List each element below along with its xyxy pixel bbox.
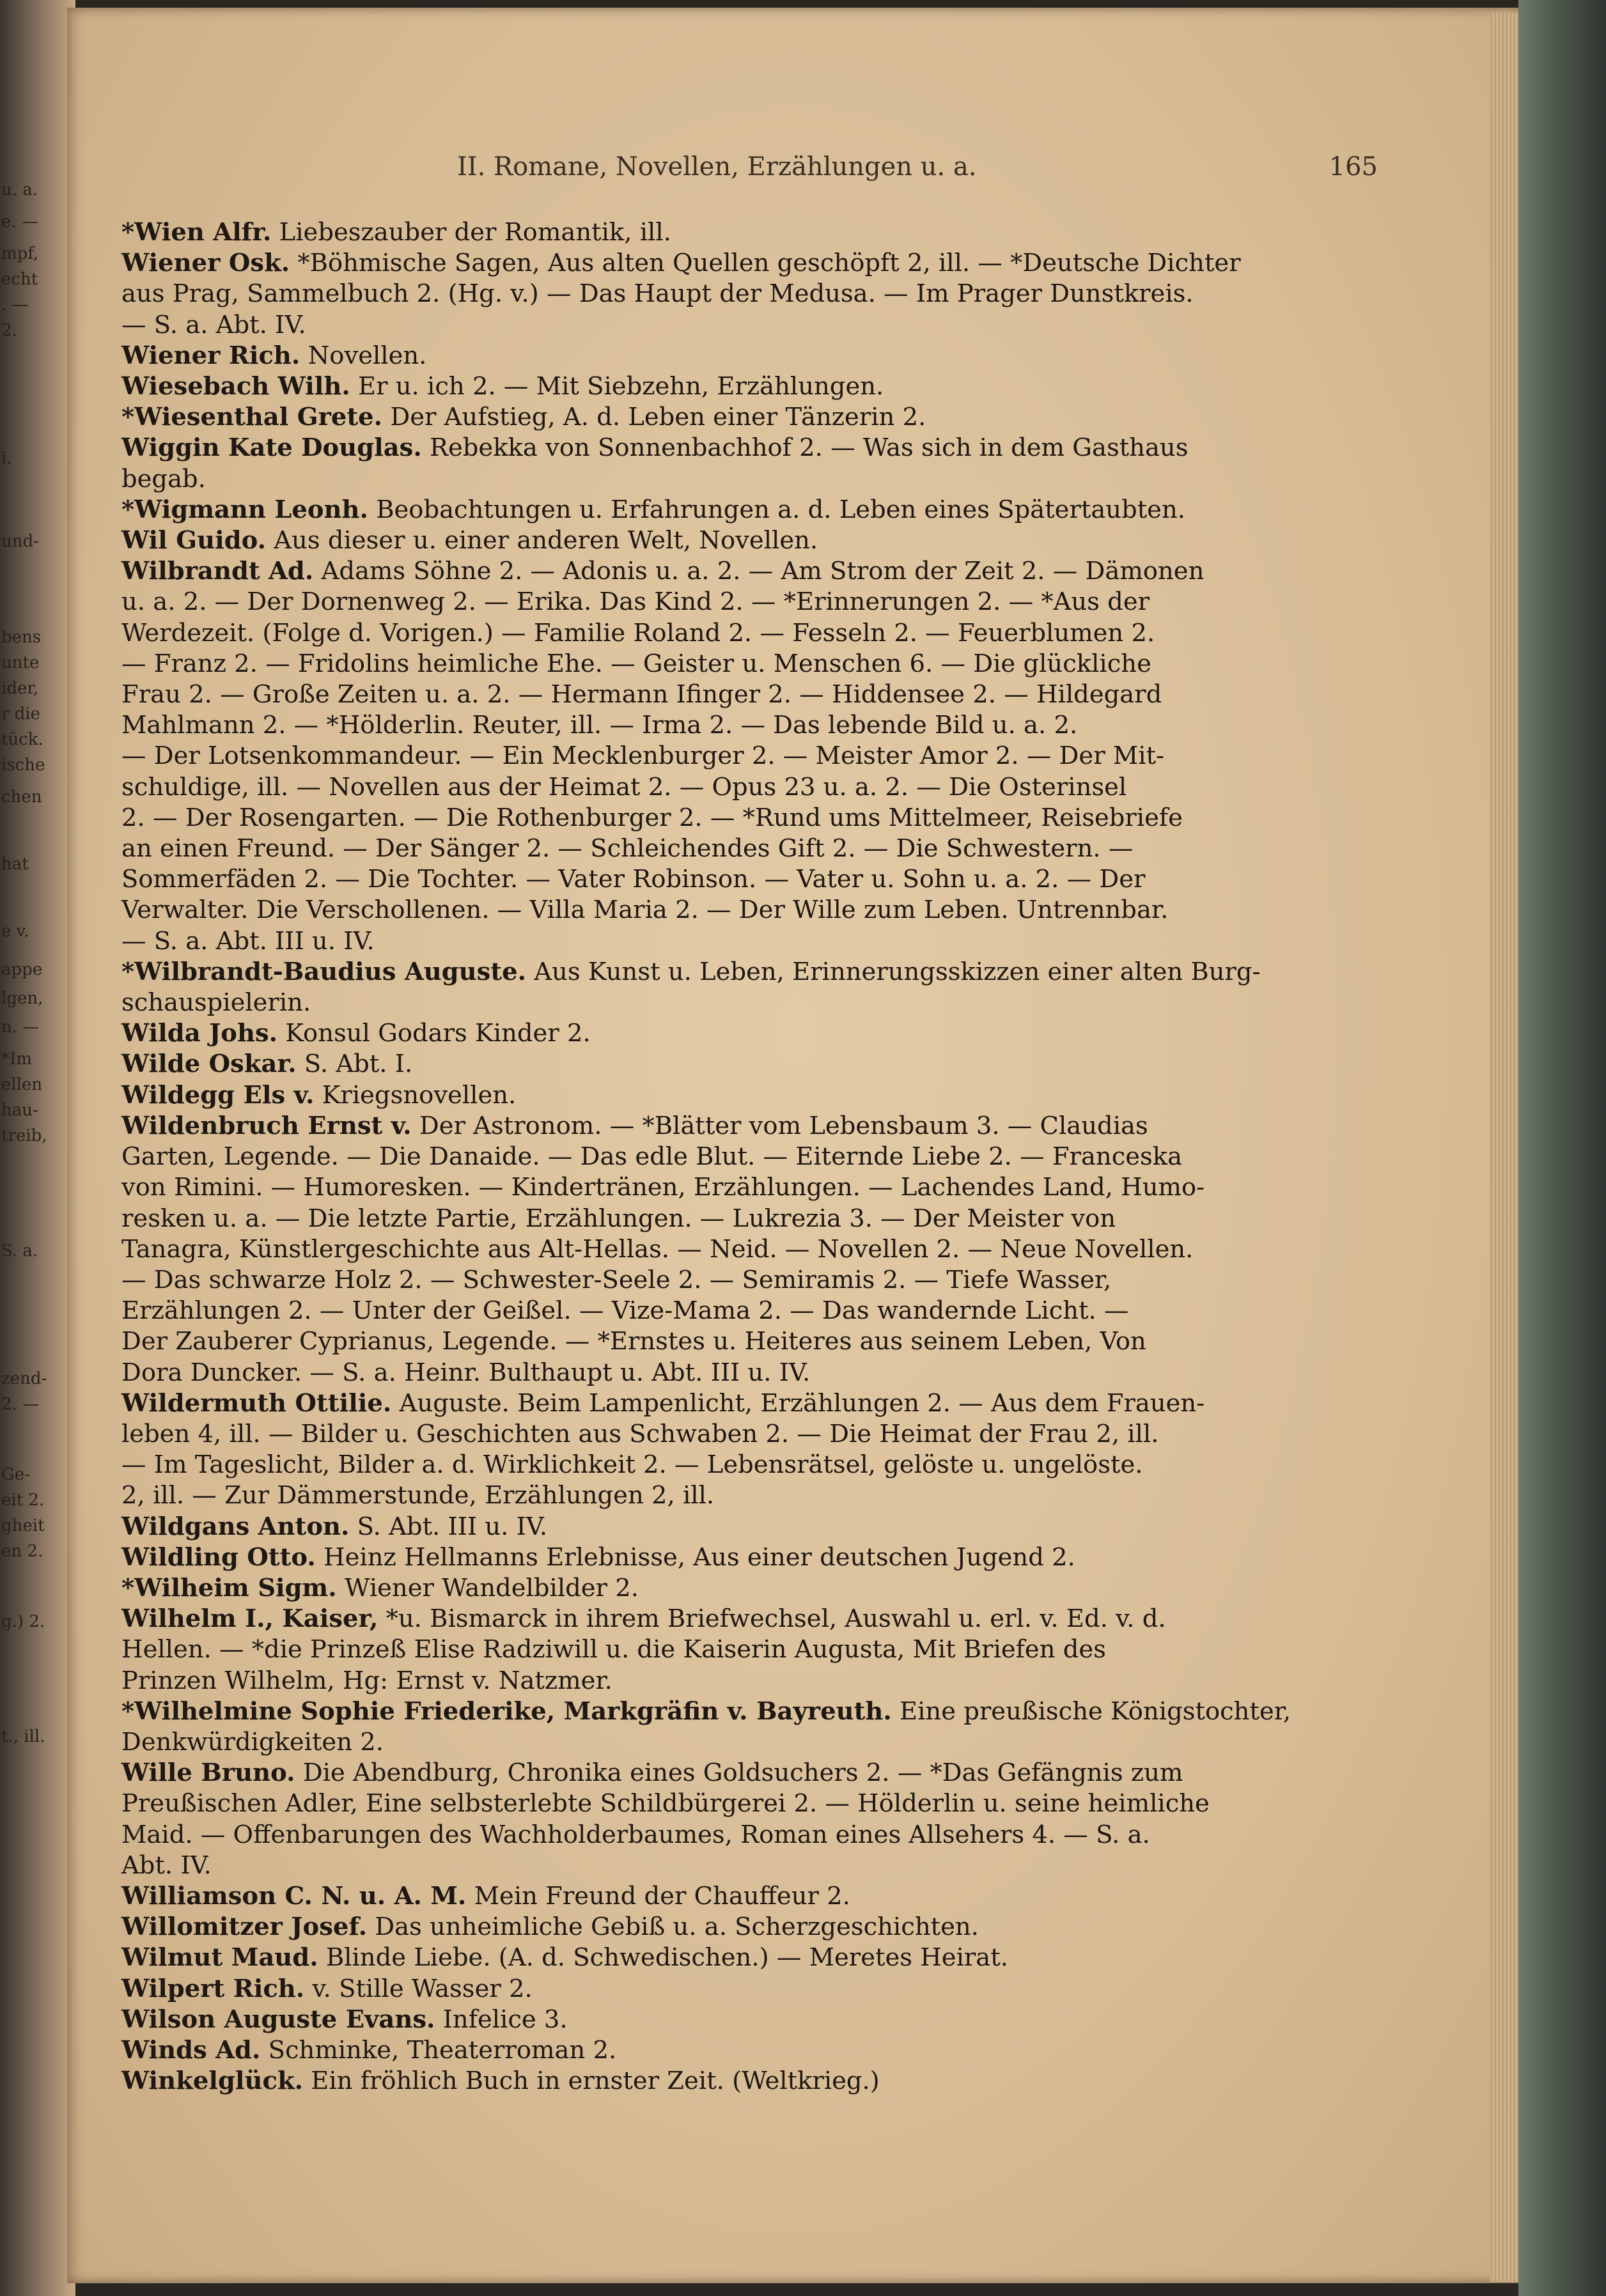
- entry-author: Wildenbruch Ernst v.: [121, 1111, 412, 1140]
- entry-continuation-line: [121, 710, 1375, 741]
- margin-fragment: 2.: [1, 321, 17, 340]
- entry-author: Wille Bruno.: [121, 1758, 295, 1788]
- entry: [121, 1974, 1375, 2005]
- entry-continuation-line: [121, 1419, 1375, 1450]
- entry-continuation-line: [121, 926, 1375, 957]
- entry-text: Schminke, Theaterroman 2.: [268, 2035, 617, 2065]
- entry-first-line: [121, 1881, 1375, 1912]
- entry-author: Wilda Johs.: [121, 1019, 278, 1048]
- entry-text: *Böhmische Sagen, Aus alten Quellen geschöpft 2, ill. — *Deutsche Dichter: [297, 249, 1241, 278]
- page-number: 165: [1329, 152, 1378, 182]
- entry-text: Prinzen Wilhelm, Hg: Ernst v. Natzmer.: [121, 1666, 612, 1695]
- entry: [121, 248, 1375, 341]
- entry-continuation-line: [121, 1820, 1375, 1850]
- entry-text: Infelice 3.: [442, 2005, 568, 2034]
- entry-continuation-line: [121, 1480, 1375, 1511]
- entry-author: Wilde Oskar.: [121, 1050, 297, 1079]
- entry-text: Aus Kunst u. Leben, Erinnerungsskizzen einer alten Burg-: [534, 957, 1261, 986]
- entry-first-line: [121, 1912, 1375, 1943]
- entry-text: 2. — Der Rosengarten. — Die Rothenburger 2. — *Rund ums Mittelmeer, Reisebriefe: [121, 803, 1183, 832]
- entry-continuation-line: [121, 1204, 1375, 1234]
- entry-first-line: [121, 248, 1375, 279]
- entry-author: Wilhelm I., Kaiser,: [121, 1604, 378, 1634]
- entry-author: Williamson C. N. u. A. M.: [121, 1881, 467, 1911]
- entry: [121, 1049, 1375, 1080]
- margin-fragment: ische: [1, 756, 45, 775]
- entry-first-line: [121, 1512, 1375, 1542]
- entry-continuation-line: [121, 1450, 1375, 1480]
- entry: [121, 371, 1375, 402]
- entry-author: Wilmut Maud.: [121, 1943, 318, 1973]
- entry: [121, 1080, 1375, 1111]
- entry-author: Wilpert Rich.: [121, 1974, 305, 2003]
- entry-text: — Das schwarze Holz 2. — Schwester-Seele 2. — Semiramis 2. — Tiefe Wasser,: [121, 1265, 1112, 1294]
- entry-first-line: [121, 1696, 1375, 1727]
- entry-text: Eine preußische Königstochter,: [900, 1696, 1291, 1726]
- entry: [121, 1542, 1375, 1573]
- entry-text: Aus dieser u. einer anderen Welt, Novellen.: [274, 526, 818, 555]
- margin-fragment: chen: [1, 787, 42, 807]
- entry-text: Denkwürdigkeiten 2.: [121, 1727, 384, 1757]
- margin-fragment: hau-: [1, 1101, 38, 1120]
- entry-first-line: [121, 402, 1375, 433]
- entry-text: Frau 2. — Große Zeiten u. a. 2. — Hermann Ifinger 2. — Hiddensee 2. — Hildegard: [121, 680, 1162, 710]
- entry: [121, 1018, 1375, 1049]
- entry-first-line: [121, 2035, 1375, 2066]
- entry: [121, 1696, 1375, 1758]
- entry-text: — Im Tageslicht, Bilder a. d. Wirklichkeit 2. — Lebensrätsel, gelöste u. ungelöste.: [121, 1450, 1143, 1480]
- entry-text: Novellen.: [308, 341, 427, 370]
- entry-continuation-line: [121, 1265, 1375, 1296]
- entry-text: Der Aufstieg, A. d. Leben einer Tänzerin 2.: [390, 403, 926, 432]
- margin-fragment: hat: [1, 855, 29, 874]
- entry-text: Adams Söhne 2. — Adonis u. a. 2. — Am Strom der Zeit 2. — Dämonen: [321, 557, 1204, 586]
- margin-fragment: appe: [1, 960, 43, 979]
- entry-text: — S. a. Abt. III u. IV.: [121, 926, 375, 956]
- margin-fragment: mpf,: [1, 244, 39, 263]
- entry-text: *u. Bismarck in ihrem Briefwechsel, Auswahl u. erl. v. Ed. v. d.: [386, 1604, 1166, 1634]
- entry-first-line: [121, 2066, 1375, 2097]
- entry-text: Verwalter. Die Verschollenen. — Villa Maria 2. — Der Wille zum Leben. Untrennbar.: [121, 896, 1169, 925]
- margin-fragment: Ge-: [1, 1465, 30, 1484]
- margin-fragment: treib,: [1, 1126, 47, 1145]
- entry-text: — Der Lotsenkommandeur. — Ein Mecklenburger 2. — Meister Amor 2. — Der Mit-: [121, 741, 1165, 771]
- entry-author: Wiener Osk.: [121, 249, 290, 278]
- entry: [121, 1912, 1375, 1943]
- entry: [121, 1111, 1375, 1388]
- entry-continuation-line: [121, 464, 1375, 495]
- entry-text: leben 4, ill. — Bilder u. Geschichten aus Schwaben 2. — Die Heimat der Frau 2, ill.: [121, 1419, 1159, 1448]
- entry-text: Sommerfäden 2. — Die Tochter. — Vater Robinson. — Vater u. Sohn u. a. 2. — Der: [121, 865, 1146, 894]
- entry-text: Maid. — Offenbarungen des Wachholderbaumes, Roman eines Allsehers 4. — S. a.: [121, 1820, 1150, 1849]
- entry: [121, 1758, 1375, 1881]
- entry: [121, 433, 1375, 494]
- margin-fragment: gheit: [1, 1516, 45, 1535]
- entry-text: S. Abt. III u. IV.: [357, 1512, 548, 1541]
- entry-continuation-line: [121, 1326, 1375, 1357]
- entry-first-line: [121, 1542, 1375, 1573]
- entry-continuation-line: [121, 741, 1375, 772]
- margin-fragment: 2. —: [1, 1395, 40, 1414]
- entry-continuation-line: [121, 310, 1375, 341]
- cover-edge: [1518, 0, 1606, 2296]
- entry-first-line: [121, 495, 1375, 525]
- entry-author: Wildegg Els v.: [121, 1080, 315, 1110]
- entry-first-line: [121, 957, 1375, 988]
- entry-text: u. a. 2. — Der Dornenweg 2. — Erika. Das Kind 2. — *Erinnerungen 2. — *Aus der: [121, 587, 1150, 617]
- entry-text: Der Zauberer Cyprianus, Legende. — *Ernstes u. Heiteres aus seinem Leben, Von: [121, 1327, 1146, 1356]
- entry-continuation-line: [121, 1296, 1375, 1326]
- entry-text: Blinde Liebe. (A. d. Schwedischen.) — Meretes Heirat.: [325, 1943, 1008, 1973]
- entry: [121, 2035, 1375, 2066]
- entry-first-line: [121, 525, 1375, 556]
- entry-author: *Wigmann Leonh.: [121, 495, 368, 524]
- entry-author: Wildling Otto.: [121, 1542, 316, 1572]
- entry-author: Winds Ad.: [121, 2035, 261, 2065]
- entry-continuation-line: [121, 1142, 1375, 1172]
- entry-text: begab.: [121, 464, 206, 493]
- entry-continuation-line: [121, 1727, 1375, 1758]
- entry-author: Wildermuth Ottilie.: [121, 1388, 392, 1418]
- entry-continuation-line: [121, 772, 1375, 803]
- entry-author: Wildgans Anton.: [121, 1512, 350, 1541]
- entry-first-line: [121, 1111, 1375, 1142]
- entry-continuation-line: [121, 279, 1375, 309]
- entry: [121, 1943, 1375, 1973]
- margin-fragment: lgen,: [1, 989, 43, 1008]
- margin-fragment: zend-: [1, 1369, 47, 1388]
- margin-fragment: r die: [1, 704, 41, 724]
- entry-first-line: [121, 1080, 1375, 1111]
- entry-first-line: [121, 1943, 1375, 1973]
- margin-fragment: unte: [1, 653, 40, 672]
- entry: [121, 1512, 1375, 1542]
- entry-text: v. Stille Wasser 2.: [312, 1974, 533, 2003]
- entry-text: Preußischen Adler, Eine selbsterlebte Schildbürgerei 2. — Hölderlin u. seine heimliche: [121, 1789, 1210, 1819]
- entry-continuation-line: [121, 1172, 1375, 1203]
- entry: [121, 2066, 1375, 2097]
- entry-text: — Franz 2. — Fridolins heimliche Ehe. — Geister u. Menschen 6. — Die glückliche: [121, 649, 1151, 678]
- entry-continuation-line: [121, 1634, 1375, 1665]
- header-title: II. Romane, Novellen, Erzählungen u. a.: [457, 152, 977, 182]
- margin-fragment: ider,: [1, 679, 39, 698]
- margin-fragment: e. —: [1, 212, 38, 231]
- entry-text: Konsul Godars Kinder 2.: [285, 1019, 591, 1048]
- entry-first-line: [121, 341, 1375, 371]
- entry-text: Auguste. Beim Lampenlicht, Erzählungen 2. — Aus dem Frauen-: [399, 1388, 1205, 1418]
- entry-first-line: [121, 433, 1375, 463]
- entry-continuation-line: [121, 618, 1375, 649]
- margin-fragment: . —: [1, 295, 29, 314]
- book-spine-shadow: [0, 0, 75, 2296]
- entry-text: Tanagra, Künstlergeschichte aus Alt-Hellas. — Neid. — Novellen 2. — Neue Novellen.: [121, 1234, 1194, 1264]
- entry: [121, 556, 1375, 957]
- entry-first-line: [121, 1758, 1375, 1788]
- entry-text: Rebekka von Sonnenbachhof 2. — Was sich in dem Gasthaus: [430, 433, 1189, 463]
- entry: [121, 957, 1375, 1018]
- entry-continuation-line: [121, 587, 1375, 617]
- page-edges: [1490, 13, 1522, 2282]
- entry: [121, 217, 1375, 248]
- margin-fragment: S. a.: [1, 1241, 38, 1260]
- margin-fragment: eit 2.: [1, 1491, 45, 1510]
- entry-author: Wilbrandt Ad.: [121, 557, 314, 586]
- entry-text: Beobachtungen u. Erfahrungen a. d. Leben eines Spätertaubten.: [376, 495, 1186, 524]
- margin-fragment: bens: [1, 628, 42, 647]
- entry-continuation-line: [121, 864, 1375, 895]
- margin-fragment: u. a.: [1, 180, 38, 199]
- entry-continuation-line: [121, 1234, 1375, 1265]
- entry-text: Der Astronom. — *Blätter vom Lebensbaum 3. — Claudias: [419, 1111, 1148, 1140]
- margin-fragment: und-: [1, 532, 39, 551]
- entry-first-line: [121, 556, 1375, 587]
- margin-fragment: n. —: [1, 1018, 40, 1037]
- entry-author: Wilson Auguste Evans.: [121, 2005, 435, 2034]
- entry-first-line: [121, 1974, 1375, 2005]
- bibliography-entries: [121, 217, 1375, 2097]
- entry-text: Abt. IV.: [121, 1850, 212, 1880]
- entry-first-line: [121, 217, 1375, 248]
- margin-fragment: e v.: [1, 922, 29, 941]
- entry: [121, 2005, 1375, 2035]
- entry-text: Das unheimliche Gebiß u. a. Scherzgeschichten.: [375, 1912, 979, 1942]
- entry-text: — S. a. Abt. IV.: [121, 310, 306, 339]
- entry-text: 2, ill. — Zur Dämmerstunde, Erzählungen 2, ill.: [121, 1481, 715, 1510]
- entry-continuation-line: [121, 803, 1375, 834]
- entry-author: *Wilhelmine Sophie Friederike, Markgräfin v. Bayreuth.: [121, 1696, 892, 1726]
- entry-author: Wil Guido.: [121, 526, 267, 555]
- entry-first-line: [121, 1573, 1375, 1604]
- entry-text: von Rimini. — Humoresken. — Kindertränen, Erzählungen. — Lachendes Land, Humo-: [121, 1173, 1205, 1202]
- entry-continuation-line: [121, 895, 1375, 926]
- entry-text: S. Abt. I.: [304, 1050, 413, 1079]
- entry-author: Winkelglück.: [121, 2067, 304, 2096]
- entry-text: Mein Freund der Chauffeur 2.: [474, 1881, 850, 1911]
- entry-author: *Wiesenthal Grete.: [121, 403, 383, 432]
- entry-text: Die Abendburg, Chronika eines Goldsuchers 2. — *Das Gefängnis zum: [302, 1758, 1183, 1788]
- entry: [121, 341, 1375, 371]
- entry-text: schauspielerin.: [121, 988, 311, 1018]
- entry-text: Dora Duncker. — S. a. Heinr. Bulthaupt u. Abt. III u. IV.: [121, 1358, 811, 1387]
- entry-first-line: [121, 1018, 1375, 1049]
- entry-text: resken u. a. — Die letzte Partie, Erzählungen. — Lukrezia 3. — Der Meister von: [121, 1204, 1116, 1233]
- entry-text: Wiener Wandelbilder 2.: [344, 1573, 639, 1602]
- entry-continuation-line: [121, 1788, 1375, 1819]
- entry-text: an einen Freund. — Der Sänger 2. — Schleichendes Gift 2. — Die Schwestern. —: [121, 834, 1134, 864]
- entry: [121, 1573, 1375, 1604]
- entry-author: *Wien Alfr.: [121, 218, 272, 247]
- entry-author: *Wilbrandt-Baudius Auguste.: [121, 957, 526, 986]
- entry-text: Erzählungen 2. — Unter der Geißel. — Vize-Mama 2. — Das wandernde Licht. —: [121, 1296, 1129, 1326]
- entry-author: Willomitzer Josef.: [121, 1912, 367, 1942]
- margin-fragment: echt: [1, 270, 38, 289]
- margin-fragment: en 2.: [1, 1542, 43, 1561]
- entry-first-line: [121, 1604, 1375, 1634]
- entry-text: Hellen. — *die Prinzeß Elise Radziwill u. die Kaiserin Augusta, Mit Briefen des: [121, 1635, 1106, 1664]
- entry-text: Kriegsnovellen.: [322, 1080, 517, 1110]
- entry-first-line: [121, 371, 1375, 402]
- margin-fragment: t., ill.: [1, 1727, 45, 1746]
- entry: [121, 1604, 1375, 1696]
- entry-continuation-line: [121, 649, 1375, 679]
- entry: [121, 525, 1375, 556]
- entry-continuation-line: [121, 988, 1375, 1018]
- entry-first-line: [121, 1388, 1375, 1419]
- entry-text: Werdezeit. (Folge d. Vorigen.) — Familie Roland 2. — Fesseln 2. — Feuerblumen 2.: [121, 618, 1155, 648]
- entry-text: Mahlmann 2. — *Hölderlin. Reuter, ill. — Irma 2. — Das lebende Bild u. a. 2.: [121, 711, 1078, 740]
- entry-first-line: [121, 2005, 1375, 2035]
- margin-fragment: ellen: [1, 1075, 43, 1094]
- margin-fragment: *Im: [1, 1050, 32, 1069]
- entry-first-line: [121, 1049, 1375, 1080]
- entry: [121, 1881, 1375, 1912]
- running-header: [457, 152, 1378, 182]
- entry-text: schuldige, ill. — Novellen aus der Heimat 2. — Opus 23 u. a. 2. — Die Osterinsel: [121, 772, 1127, 802]
- entry-text: Liebeszauber der Romantik, ill.: [279, 218, 671, 247]
- entry-text: Heinz Hellmanns Erlebnisse, Aus einer deutschen Jugend 2.: [324, 1542, 1075, 1572]
- entry-text: aus Prag, Sammelbuch 2. (Hg. v.) — Das Haupt der Medusa. — Im Prager Dunstkreis.: [121, 279, 1194, 309]
- margin-fragment: g.) 2.: [1, 1612, 45, 1631]
- entry-author: Wiesebach Wilh.: [121, 372, 350, 401]
- entry-text: Ein fröhlich Buch in ernster Zeit. (Weltkrieg.): [311, 2067, 880, 2096]
- entry-author: *Wilheim Sigm.: [121, 1573, 337, 1602]
- entry-continuation-line: [121, 1358, 1375, 1388]
- entry-text: Er u. ich 2. — Mit Siebzehn, Erzählungen.: [358, 372, 884, 401]
- entry-continuation-line: [121, 1666, 1375, 1696]
- entry-text: Garten, Legende. — Die Danaide. — Das edle Blut. — Eiternde Liebe 2. — Franceska: [121, 1142, 1183, 1172]
- entry: [121, 1388, 1375, 1512]
- entry-continuation-line: [121, 834, 1375, 864]
- entry: [121, 402, 1375, 433]
- margin-fragment: i.: [1, 449, 12, 468]
- entry-continuation-line: [121, 679, 1375, 710]
- entry: [121, 495, 1375, 525]
- entry-author: Wiener Rich.: [121, 341, 300, 370]
- margin-fragment: tück.: [1, 730, 43, 749]
- entry-continuation-line: [121, 1850, 1375, 1881]
- entry-author: Wiggin Kate Douglas.: [121, 433, 422, 463]
